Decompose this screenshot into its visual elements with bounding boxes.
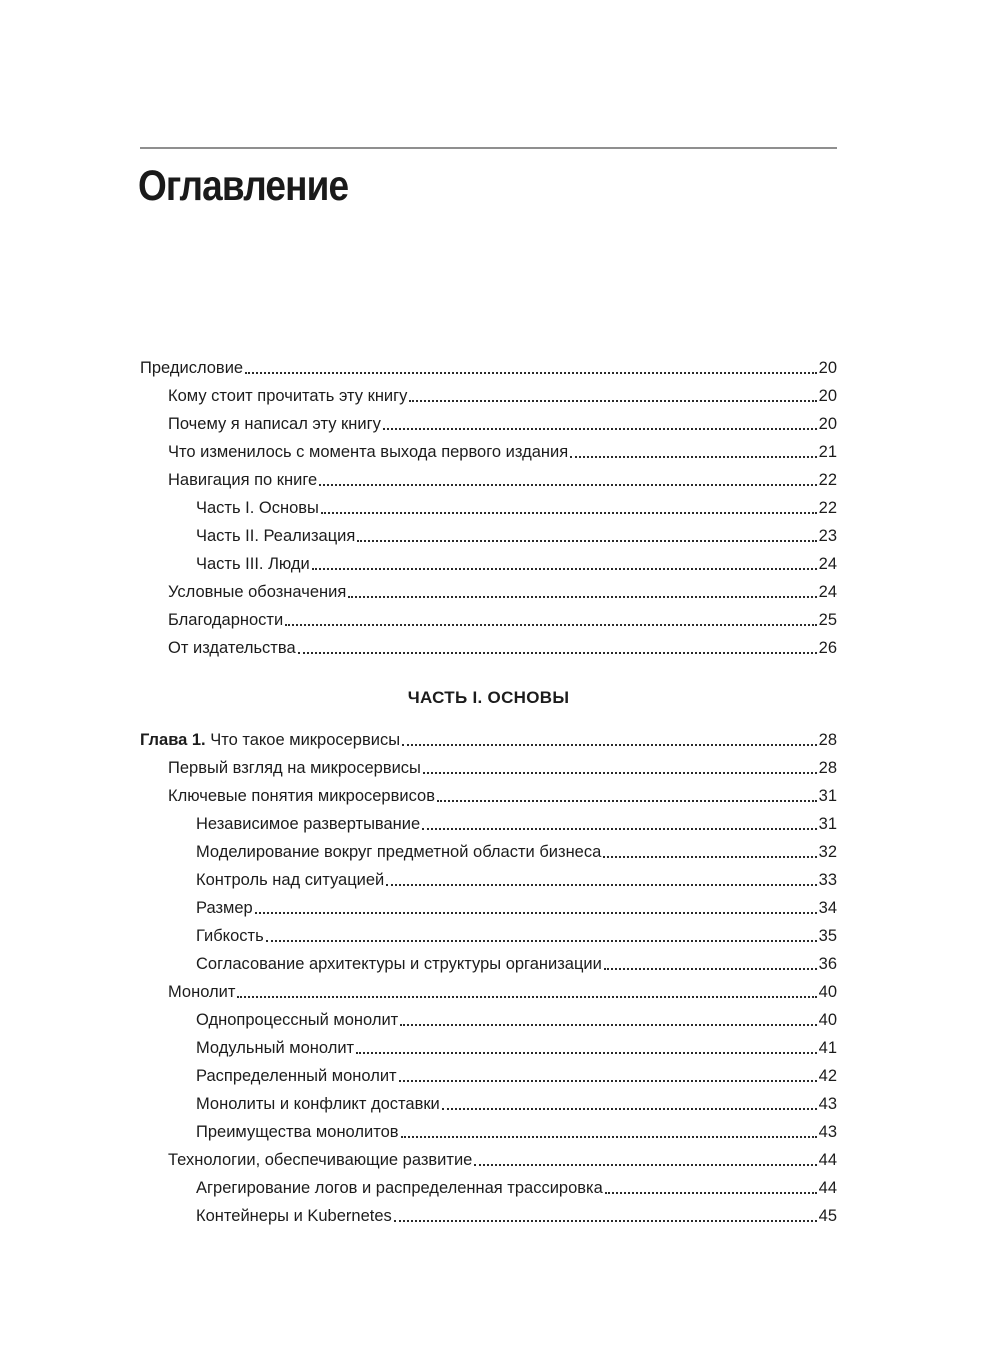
chapter-title: Что такое микросервисы (205, 731, 401, 749)
page-number: 25 (818, 611, 837, 629)
toc-entry-title: От издательства (168, 639, 296, 657)
toc-entry-title: Часть II. Реализация (196, 527, 356, 545)
dot-leader (401, 1136, 817, 1138)
dot-leader (237, 996, 816, 998)
dot-leader (298, 652, 817, 654)
page-number: 20 (818, 359, 837, 377)
dot-leader (245, 372, 817, 374)
toc-entry[interactable] (196, 494, 837, 522)
dot-leader (321, 512, 817, 514)
page-number: 31 (818, 787, 837, 805)
dot-leader (442, 1108, 817, 1110)
dot-leader (603, 856, 816, 858)
page-number: 20 (818, 387, 837, 405)
toc-entry[interactable] (196, 1174, 837, 1202)
page-title: Оглавление (138, 162, 349, 210)
dot-leader (409, 400, 816, 402)
page-number: 35 (818, 927, 837, 945)
page-number: 36 (818, 955, 837, 973)
page-number: 24 (818, 583, 837, 601)
toc-entry[interactable] (168, 782, 837, 810)
toc-entry[interactable] (168, 978, 837, 1006)
toc-entry-title: Гибкость (196, 927, 264, 945)
page-number: 22 (818, 499, 837, 517)
dot-leader (348, 596, 816, 598)
dot-leader (383, 428, 817, 430)
page-number: 45 (818, 1207, 837, 1225)
toc-entry-title: Распределенный монолит (196, 1067, 397, 1085)
page-number: 41 (818, 1039, 837, 1057)
toc-entry[interactable] (196, 894, 837, 922)
toc-entry[interactable] (140, 354, 837, 382)
page-number: 34 (818, 899, 837, 917)
page-number: 24 (818, 555, 837, 573)
toc-entry-title: Агрегирование логов и распределенная трассировка (196, 1179, 603, 1197)
toc-entry[interactable] (196, 1202, 837, 1230)
toc-entry[interactable] (168, 634, 837, 662)
dot-leader (399, 1080, 817, 1082)
page-number: 42 (818, 1067, 837, 1085)
toc-entry[interactable] (168, 606, 837, 634)
dot-leader (386, 884, 816, 886)
dot-leader (605, 1192, 817, 1194)
page-number: 31 (818, 815, 837, 833)
page-number: 32 (818, 843, 837, 861)
toc-entry[interactable] (196, 1118, 837, 1146)
toc-entry-title: Модульный монолит (196, 1039, 355, 1057)
toc-entry[interactable] (196, 922, 837, 950)
dot-leader (570, 456, 816, 458)
dot-leader (437, 800, 817, 802)
toc-entry-title: Независимое развертывание (196, 815, 421, 833)
chapter-number: Глава 1. (140, 731, 206, 749)
dot-leader (402, 744, 817, 746)
dot-leader (285, 624, 816, 626)
page-number: 22 (818, 471, 837, 489)
toc-entry-title: Монолит (168, 983, 236, 1001)
toc-entry-title: Контейнеры и Kubernetes (196, 1207, 392, 1225)
table-of-contents (140, 0, 837, 1364)
dot-leader (357, 540, 816, 542)
page-number: 44 (818, 1179, 837, 1197)
toc-entry[interactable] (196, 950, 837, 978)
dot-leader (394, 1220, 817, 1222)
page-number: 21 (818, 443, 837, 461)
toc-entry[interactable] (168, 382, 837, 410)
dot-leader (266, 940, 817, 942)
page-number: 20 (818, 415, 837, 433)
toc-entry[interactable] (196, 1006, 837, 1034)
toc-entry-title: Однопроцессный монолит (196, 1011, 399, 1029)
page-number: 28 (818, 731, 837, 749)
dot-leader (604, 968, 817, 970)
toc-entry-title: Размер (196, 899, 253, 917)
page-number: 40 (818, 983, 837, 1001)
toc-entry-title: Согласование архитектуры и структуры организации (196, 955, 602, 973)
toc-entry-title: Почему я написал эту книгу (168, 415, 381, 433)
toc-entry[interactable] (168, 1146, 837, 1174)
dot-leader (422, 828, 816, 830)
toc-entry-title: Условные обозначения (168, 583, 347, 601)
toc-entry[interactable] (168, 438, 837, 466)
toc-entry[interactable] (168, 466, 837, 494)
page-number: 43 (818, 1095, 837, 1113)
page-number: 44 (818, 1151, 837, 1169)
toc-entry[interactable] (140, 726, 837, 754)
dot-leader (319, 484, 816, 486)
toc-entry-title: Что изменилось с момента выхода первого издания (168, 443, 569, 461)
page-number: 40 (818, 1011, 837, 1029)
page-number: 33 (818, 871, 837, 889)
toc-entry[interactable] (196, 1034, 837, 1062)
toc-entry-title: Предисловие (140, 359, 244, 377)
toc-entry-title (140, 726, 400, 754)
part-heading: ЧАСТЬ I. ОСНОВЫ (407, 688, 570, 707)
toc-entry-title: Ключевые понятия микросервисов (168, 787, 435, 805)
page-number: 23 (818, 527, 837, 545)
toc-entry[interactable] (196, 838, 837, 866)
toc-entry-title: Моделирование вокруг предметной области бизнеса (196, 843, 602, 861)
dot-leader (423, 772, 817, 774)
toc-entry[interactable] (196, 1090, 837, 1118)
toc-entry[interactable] (196, 550, 837, 578)
toc-entry-title: Монолиты и конфликт доставки (196, 1095, 440, 1113)
toc-entry[interactable] (196, 1062, 837, 1090)
toc-entry-title: Кому стоит прочитать эту книгу (168, 387, 408, 405)
toc-entry[interactable] (196, 866, 837, 894)
toc-entry-title: Преимущества монолитов (196, 1123, 399, 1141)
page-number: 43 (818, 1123, 837, 1141)
toc-entry-title: Благодарности (168, 611, 284, 629)
page-number: 28 (818, 759, 837, 777)
dot-leader (312, 568, 817, 570)
toc-entry-title: Контроль над ситуацией (196, 871, 385, 889)
toc-entry-title: Навигация по книге (168, 471, 318, 489)
dot-leader (356, 1052, 817, 1054)
dot-leader (255, 912, 817, 914)
dot-leader (474, 1164, 816, 1166)
toc-entry[interactable] (168, 578, 837, 606)
toc-entry[interactable] (168, 754, 837, 782)
toc-entry-title: Часть I. Основы (196, 499, 319, 517)
page-number: 26 (818, 639, 837, 657)
toc-entry[interactable] (196, 810, 837, 838)
dot-leader (400, 1024, 816, 1026)
toc-entry[interactable] (168, 410, 837, 438)
toc-entry-title: Часть III. Люди (196, 555, 310, 573)
toc-entry-title: Технологии, обеспечивающие развитие (168, 1151, 473, 1169)
toc-entry-title: Первый взгляд на микросервисы (168, 759, 421, 777)
toc-entry[interactable] (196, 522, 837, 550)
